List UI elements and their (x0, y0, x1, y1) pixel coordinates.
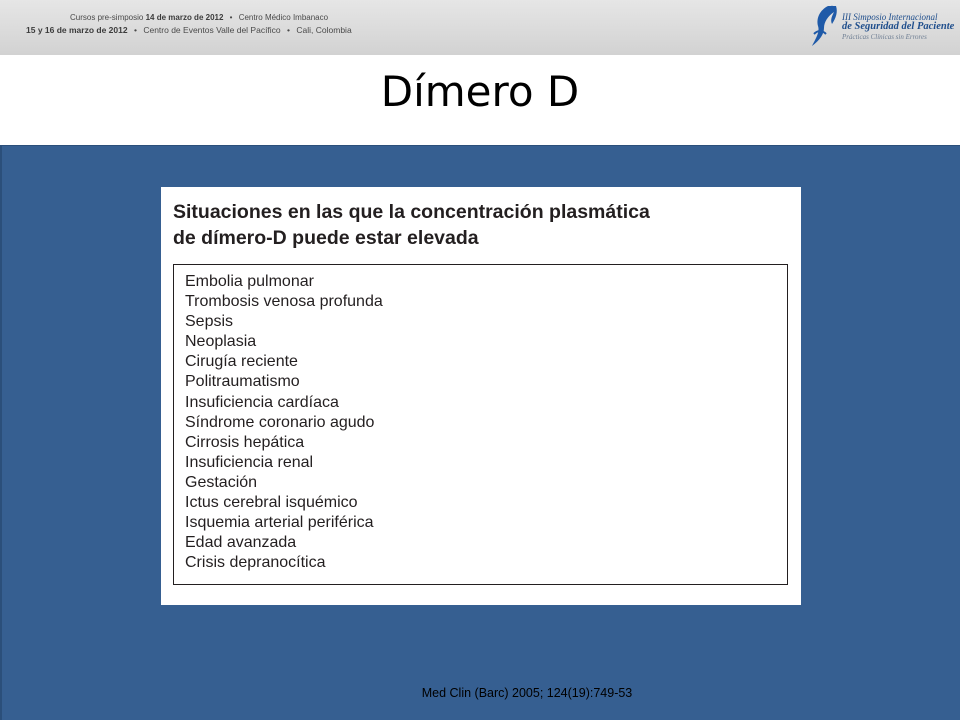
list-item: Embolia pulmonar (185, 273, 314, 290)
conditions-list (185, 272, 383, 573)
banner-line-2 (26, 25, 352, 35)
logo-line-3: Prácticas Clínicas sin Errores (842, 33, 927, 41)
document-heading-line-1: Situaciones en las que la concentración plasmática (173, 201, 650, 223)
list-item: Politraumatismo (185, 373, 300, 391)
list-item: Sepsis (185, 313, 234, 331)
banner-event-date: 15 y 16 de marzo de 2012 (26, 25, 128, 35)
list-item: Isquemia arterial periférica (185, 514, 374, 532)
header-banner (0, 0, 960, 55)
list-item: Cirrosis hepática (185, 433, 305, 451)
list-item: Edad avanzada (185, 534, 297, 552)
list-item: Insuficiencia renal (185, 453, 314, 471)
list-item: Síndrome coronario agudo (185, 413, 375, 431)
list-item: Gestación (185, 473, 258, 491)
slide-title: Dímero D (380, 67, 580, 116)
figure-icon (810, 4, 840, 50)
logo-line-1: III Simposio Internacional (842, 12, 938, 22)
list-item: Ictus cerebral isquémico (185, 494, 358, 512)
banner-separator: • (229, 13, 233, 22)
logo-line-2: de Seguridad del Paciente (842, 21, 955, 32)
banner-course-place: Centro Médico Imbanaco (238, 13, 329, 22)
banner-event-city: Cali, Colombia (296, 25, 352, 35)
list-item: Cirugía reciente (185, 353, 298, 371)
banner-course-label: Cursos pre-simposio (70, 13, 144, 22)
banner-separator: • (133, 25, 137, 35)
document-heading-line-2: de dímero-D puede estar elevada (173, 227, 479, 249)
symposium-logo (810, 4, 955, 52)
banner-course-date: 14 de marzo de 2012 (145, 13, 224, 22)
document-figure (161, 187, 801, 605)
banner-line-1 (70, 13, 328, 22)
conditions-box (173, 264, 788, 585)
logo-text (842, 12, 954, 42)
list-item: Crisis depranocítica (185, 554, 326, 572)
list-item: Insuficiencia cardíaca (185, 393, 339, 411)
document-heading (173, 199, 783, 251)
banner-event-place: Centro de Eventos Valle del Pacífico (143, 25, 281, 35)
citation: Med Clin (Barc) 2005; 124(19):749-53 (421, 686, 633, 700)
list-item: Neoplasia (185, 333, 257, 351)
banner-separator: • (287, 25, 291, 35)
list-item: Trombosis venosa profunda (185, 293, 383, 311)
